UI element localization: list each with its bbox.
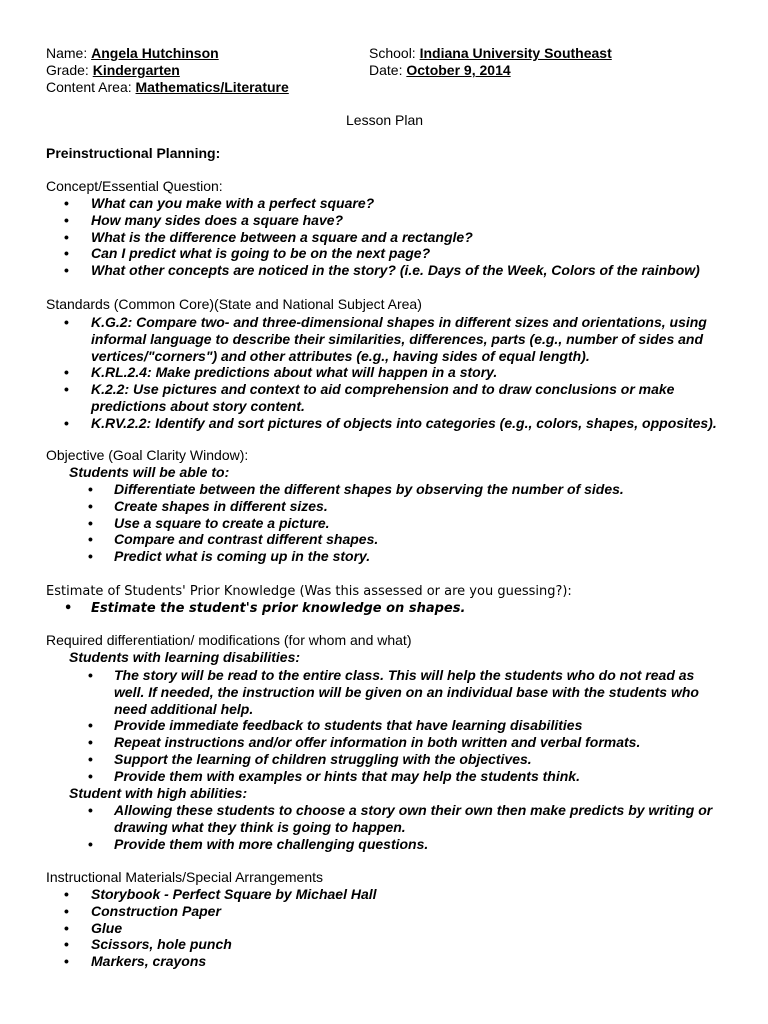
list-item: • Markers, crayons — [64, 953, 754, 970]
list-item: • Allowing these students to choose a story own their own then make predicts by writing or drawing what they think is going to happen. — [88, 802, 728, 836]
school-label: School: — [369, 45, 416, 61]
list-item: • How many sides does a square have? — [64, 212, 754, 229]
content-area-value: Mathematics/Literature — [135, 79, 289, 95]
objective-list — [88, 481, 728, 565]
list-item: • Storybook - Perfect Square by Michael Hall — [64, 886, 754, 903]
learning-disabilities-list — [88, 667, 728, 785]
list-item: • What other concepts are noticed in the story? (i.e. Days of the Week, Colors of the rainbow) — [64, 262, 754, 279]
grade-label: Grade: — [46, 62, 89, 78]
content-area-label: Content Area: — [46, 79, 132, 95]
date-line — [369, 62, 511, 78]
list-item: • The story will be read to the entire class. This will help the students who do not read as well. If needed, the instruction will be given on an individual base with the students who need additional help. — [88, 667, 728, 717]
objective-heading: Objective (Goal Clarity Window): — [46, 447, 249, 463]
list-item: • Scissors, hole punch — [64, 936, 754, 953]
name-label: Name: — [46, 45, 88, 61]
grade-line — [46, 62, 180, 78]
differentiation-heading: Required differentiation/ modifications (for whom and what) — [46, 632, 412, 648]
name-line — [46, 45, 219, 61]
high-abilities-list — [88, 802, 728, 852]
list-item: • Create shapes in different sizes. — [88, 498, 728, 515]
concept-heading: Concept/Essential Question: — [46, 178, 223, 194]
concept-list — [64, 195, 754, 279]
high-abilities-subheading: Student with high abilities: — [69, 785, 248, 801]
list-item: • Provide them with examples or hints that may help the students think. — [88, 768, 728, 785]
objective-subheading: Students will be able to: — [69, 464, 230, 480]
list-item: • K.RL.2.4: Make predictions about what will happen in a story. — [64, 364, 724, 381]
list-item: • Differentiate between the different shapes by observing the number of sides. — [88, 481, 728, 498]
list-item: • Estimate the student's prior knowledge on shapes. — [64, 601, 754, 618]
learning-disabilities-subheading: Students with learning disabilities: — [69, 649, 301, 665]
list-item: • What can you make with a perfect square? — [64, 195, 754, 212]
materials-list — [64, 886, 754, 970]
list-item: • Support the learning of children struggling with the objectives. — [88, 751, 728, 768]
list-item: • Compare and contrast different shapes. — [88, 531, 728, 548]
list-item: • What is the difference between a square and a rectangle? — [64, 229, 754, 246]
list-item: • K.2.2: Use pictures and context to aid comprehension and to draw conclusions or make predictions about story content. — [64, 381, 724, 415]
preinstructional-heading: Preinstructional Planning: — [46, 145, 221, 161]
estimate-list — [64, 601, 754, 618]
standards-list — [64, 314, 724, 432]
list-item: • Provide them with more challenging questions. — [88, 836, 728, 853]
list-item: • Provide immediate feedback to students that have learning disabilities — [88, 717, 728, 734]
name-value: Angela Hutchinson — [91, 45, 219, 61]
list-item: • Construction Paper — [64, 903, 754, 920]
list-item: • Repeat instructions and/or offer information in both written and verbal formats. — [88, 734, 728, 751]
estimate-heading: Estimate of Students' Prior Knowledge (Was this assessed or are you guessing?): — [46, 584, 572, 599]
standards-heading: Standards (Common Core)(State and National Subject Area) — [46, 296, 422, 312]
grade-value: Kindergarten — [92, 62, 180, 78]
list-item: • Use a square to create a picture. — [88, 515, 728, 532]
list-item: • Can I predict what is going to be on the next page? — [64, 245, 754, 262]
date-value: October 9, 2014 — [406, 62, 511, 78]
list-item: • Glue — [64, 920, 754, 937]
content-area-line — [46, 79, 289, 95]
school-line — [369, 45, 612, 61]
page-title: Lesson Plan — [346, 112, 424, 128]
list-item: • Predict what is coming up in the story. — [88, 548, 728, 565]
date-label: Date: — [369, 62, 403, 78]
list-item: • K.G.2: Compare two- and three-dimensional shapes in different sizes and orientations, using informal language to describe their similarities, differences, parts (e.g., number of sides and vertices/"corners") and other attributes (e.g., having sides of equal length). — [64, 314, 724, 364]
list-item: • K.RV.2.2: Identify and sort pictures of objects into categories (e.g., colors, shapes, opposites). — [64, 415, 724, 432]
materials-heading: Instructional Materials/Special Arrangements — [46, 869, 324, 885]
school-value: Indiana University Southeast — [419, 45, 612, 61]
